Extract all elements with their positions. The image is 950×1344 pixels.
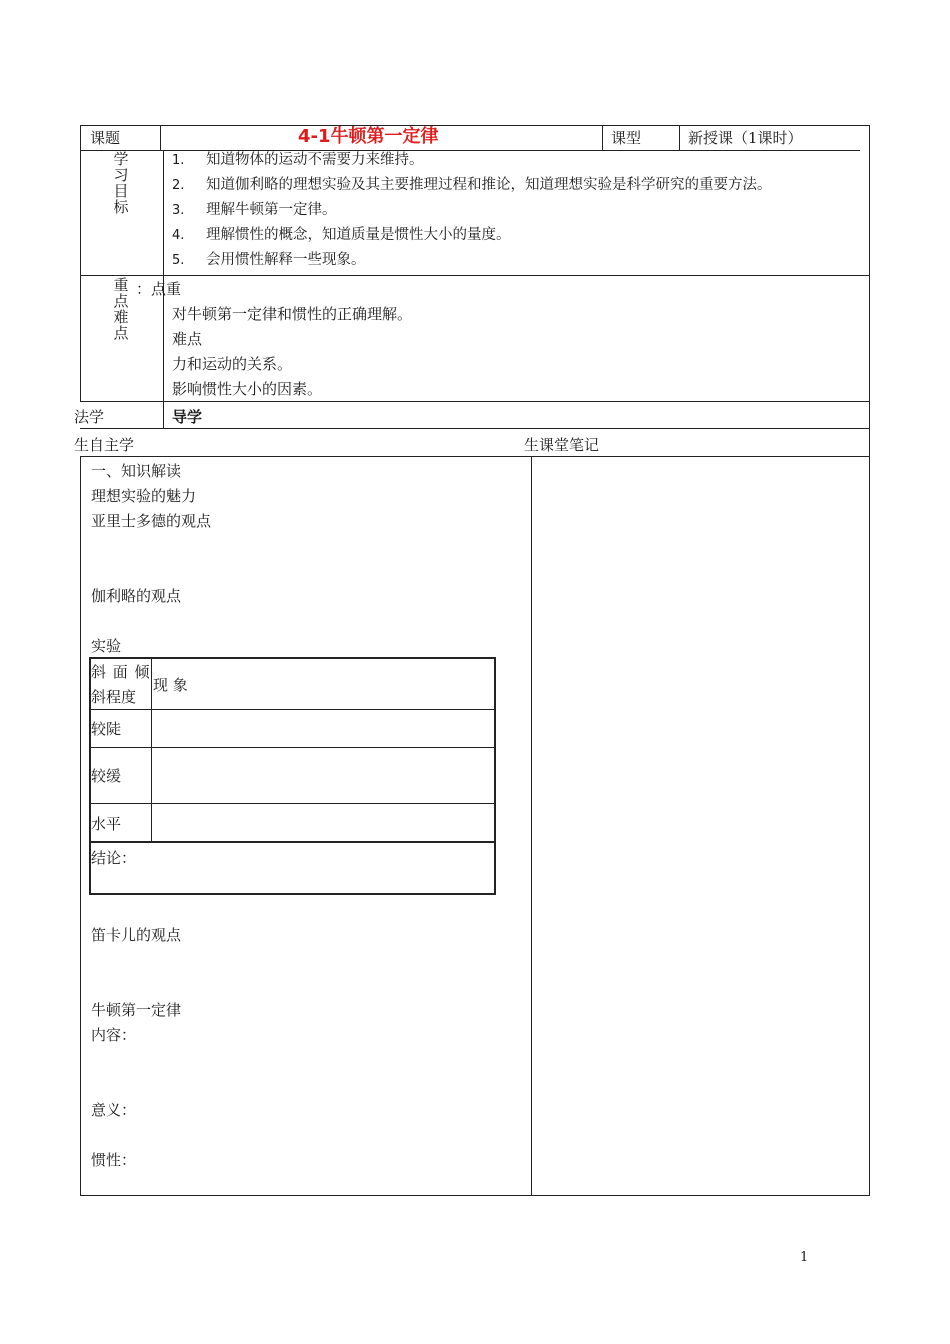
objective-number: 1.: [172, 153, 185, 168]
column-divider: [531, 456, 532, 1196]
keypoints-label-char: 点: [113, 324, 129, 342]
exp-header-incline: 斜 面 倾: [91, 663, 151, 681]
table-border-bottom: [80, 1195, 870, 1196]
objective-text: 知道伽利略的理想实验及其主要推理过程和推论，知道理想实验是科学研究的重要方法。: [206, 177, 772, 193]
difficulty-text: 影响惯性大小的因素。: [172, 380, 323, 398]
exp-row-label: 水平: [91, 815, 122, 833]
exp-table-row-line: [89, 841, 495, 843]
row-line-keypoints: [80, 401, 870, 402]
exp-table-top: [89, 657, 495, 659]
page-title: 4-1牛顿第一定律: [298, 126, 439, 147]
difficulty-text: 力和运动的关系。: [172, 355, 293, 373]
table-border-left: [80, 125, 81, 401]
objective-text: 知道物体的运动不需要力来维持。: [206, 152, 424, 168]
exp-table-row-line: [89, 709, 495, 710]
content-left-border: [80, 457, 81, 1196]
difficulty-heading: 难点: [172, 330, 203, 348]
exp-row-label: 较陡: [91, 720, 122, 738]
header-divider-2: [602, 125, 603, 151]
keypoints-label-char: 难: [113, 308, 129, 326]
content-label: 内容：: [91, 1026, 137, 1044]
exp-table-col-divider: [151, 657, 152, 842]
key-heading: ：点重: [136, 280, 182, 298]
subheading: 理想实验的魅力: [91, 487, 197, 505]
objective-item: [172, 150, 424, 171]
objectives-label: [111, 151, 131, 215]
newton-law-heading: 牛顿第一定律: [91, 1001, 182, 1019]
keypoints-label-char: 点: [113, 292, 129, 310]
objectives-label-char: 习: [113, 166, 129, 184]
page-number: 1: [800, 1250, 809, 1265]
header-divider-1: [160, 125, 161, 151]
right-column-header: 生课堂笔记: [524, 436, 600, 454]
keypoints-label: [111, 277, 131, 341]
objectives-label-char: 目: [113, 182, 129, 200]
descartes-view: 笛卡儿的观点: [91, 926, 182, 944]
exp-conclusion-label: 结论：: [91, 849, 137, 867]
header-divider-3: [679, 125, 680, 151]
type-label: 课型: [611, 129, 642, 147]
aristotle-view: 亚里士多德的观点: [91, 512, 212, 530]
objective-item: [172, 200, 337, 221]
meaning-label: 意义：: [91, 1101, 137, 1119]
objective-number: 3.: [172, 203, 185, 218]
objective-item: [172, 250, 366, 271]
objective-item: [172, 175, 772, 196]
exp-row-label: 较缓: [91, 767, 122, 785]
objective-text: 理解惯性的概念，知道质量是惯性大小的量度。: [206, 227, 511, 243]
method-value: 导学: [172, 408, 203, 426]
objective-number: 5.: [172, 253, 185, 268]
exp-table-row-line: [89, 803, 495, 804]
objective-text: 会用惯性解释一些现象。: [206, 252, 366, 268]
objective-number: 4.: [172, 228, 185, 243]
objectives-label-char: 学: [113, 150, 129, 168]
exp-table-row-line: [89, 747, 495, 748]
row-line-method: [80, 428, 870, 429]
topic-label: 课题: [90, 129, 121, 147]
method-label: 法学: [74, 408, 105, 426]
objective-text: 理解牛顿第一定律。: [206, 202, 337, 218]
type-value: 新授课（1课时）: [688, 129, 803, 147]
exp-table-right: [494, 657, 496, 895]
exp-header-phenomenon: 现 象: [153, 676, 188, 694]
table-border-top: [80, 125, 870, 126]
objectives-label-char: 标: [113, 198, 129, 216]
inertia-label: 惯性：: [91, 1151, 137, 1169]
table-border-right: [869, 125, 870, 1196]
left-column-header: 生自主学: [74, 436, 135, 454]
objective-item: [172, 225, 511, 246]
galileo-view: 伽利略的观点: [91, 587, 182, 605]
experiment-label: 实验: [91, 637, 122, 655]
row-line-objectives: [80, 275, 870, 276]
exp-header-incline: 斜程度: [91, 688, 137, 706]
row-line-columns: [80, 456, 870, 457]
section-heading: 一、知识解读: [91, 462, 182, 480]
objective-number: 2.: [172, 178, 185, 193]
key-text: 对牛顿第一定律和惯性的正确理解。: [172, 305, 413, 323]
exp-table-bottom: [89, 893, 495, 895]
keypoints-label-char: 重: [113, 276, 129, 294]
